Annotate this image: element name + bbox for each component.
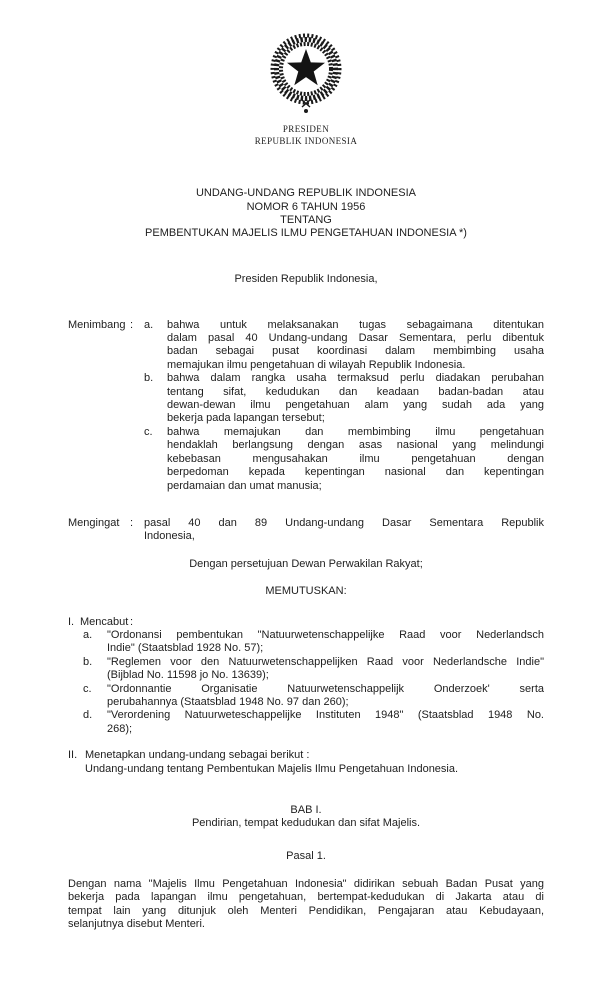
menetapkan-roman-marker: II.: [68, 749, 78, 762]
item-text: "Verordening Natuurweteschappelijke Instituten 1948" (Staatsblad 1948 No. 268);: [107, 709, 544, 735]
law-title-line-4: PEMBENTUKAN MAJELIS ILMU PENGETAHUAN INDONESIA *): [145, 227, 467, 240]
item-marker: b.: [144, 372, 154, 385]
menimbang-colon: :: [130, 318, 134, 331]
salutation: Presiden Republik Indonesia,: [234, 273, 378, 286]
menimbang-item-a: [144, 319, 544, 373]
menimbang-item-c: [144, 426, 544, 493]
item-text: bahwa dalam rangka usaha termaksud perlu diadakan perubahan tentang sifat, kedudukan dan keadaan badan-badan atau dewan-dewan ilmu pengetahuan alam yang sudah ada yang bekerja pada lapangan tersebut;: [167, 372, 544, 425]
menimbang-label: Menimbang: [68, 318, 126, 331]
mencabut-item-c: [83, 683, 544, 710]
bab-heading: BAB I.: [290, 804, 322, 816]
item-marker: b.: [83, 655, 93, 668]
item-marker: c.: [83, 682, 92, 695]
mengingat-text: pasal 40 dan 89 Undang-undang Dasar Sementara Republik Indonesia,: [144, 516, 544, 543]
law-title-line-1: UNDANG-UNDANG REPUBLIK INDONESIA: [195, 187, 417, 200]
item-text: bahwa untuk melaksanakan tugas sebagaimana ditentukan dalam pasal 40 Undang-undang Dasar Sementara, perlu dibentuk badan sebagai pusat koordinasi dalam membimbing usaha memajukan ilmu pengetahuan di wilayah Republik Indonesia.: [167, 318, 544, 371]
presiden-label: PRESIDEN: [282, 124, 330, 135]
menimbang-section: [68, 319, 544, 493]
item-marker: a.: [144, 318, 154, 331]
menimbang-item-b: [144, 372, 544, 426]
item-text: "Ordonansi pembentukan "Natuurwetenschappelijke Raad voor Nederlandsch Indie" (Staatsblad 1928 No. 57);: [107, 628, 544, 655]
law-title-line-2: NOMOR 6 TAHUN 1956: [246, 200, 366, 213]
chapter-heading-block: [68, 804, 544, 830]
item-text: bahwa memajukan dan membimbing ilmu pengetahuan hendaklah berlangsung dengan asas nasional yang melindungi kebebasan mengusahakan ilmu pengetahuan dengan berpedoman kepada kepentingan nasional dan kepentingan perdamaian dan umat manusia;: [167, 425, 544, 492]
document-header: [0, 0, 612, 147]
mencabut-label: Mencabut: [80, 615, 129, 628]
mencabut-colon: :: [130, 615, 134, 628]
mencabut-section: [68, 616, 544, 737]
memutuskan-heading: MEMUTUSKAN:: [265, 585, 347, 598]
mengingat-section: [68, 517, 544, 544]
item-marker: a.: [83, 628, 93, 641]
item-text: "Ordonnantie Organisatie Natuurwetenschappelijk Onderzoek' serta perubahannya (Staatsblad 1948 No. 97 dan 260);: [107, 682, 544, 708]
law-title-line-3: TENTANG: [280, 213, 332, 226]
bab-subheading: Pendirian, tempat kedudukan dan sifat Majelis.: [191, 817, 421, 830]
menetapkan-section: [68, 749, 544, 776]
republik-indonesia-label: REPUBLIK INDONESIA: [254, 135, 358, 146]
mengingat-label: Mengingat: [68, 516, 120, 529]
item-marker: c.: [144, 425, 153, 438]
menetapkan-line-1: Menetapkan undang-undang sebagai berikut :: [85, 749, 310, 762]
item-text: "Reglemen voor den Natuurwetenschappelijken Raad voor Nederlandsche Indie" (Bijblad No. 11598 jo No. 13639);: [107, 655, 544, 682]
mencabut-roman-marker: I.: [68, 615, 75, 628]
mencabut-item-a: [83, 629, 544, 656]
item-marker: d.: [83, 709, 93, 722]
law-title: [68, 187, 544, 240]
menetapkan-line-2: Undang-undang tentang Pembentukan Majelis Ilmu Pengetahuan Indonesia.: [85, 762, 459, 775]
pasal-body-text: Dengan nama "Majelis Ilmu Pengetahuan Indonesia" didirikan sebuah Badan Pusat yang bekerja pada lapangan ilmu pengetahuan, bertempat-kedudukan di Jakarta atau di tempat lain yang ditunjuk oleh Menteri Pendidikan, Pengajaran atau Kebudayaan, selanjutnya disebut Menteri.: [68, 877, 544, 931]
mengingat-colon: :: [130, 516, 134, 529]
pasal-heading: Pasal 1.: [286, 850, 326, 863]
mencabut-item-d: [83, 709, 544, 736]
approval-line: Dengan persetujuan Dewan Perwakilan Rakyat;: [189, 557, 423, 570]
star-icon: [287, 49, 325, 85]
star-wreath-emblem-icon: [267, 30, 345, 118]
mencabut-item-b: [83, 656, 544, 683]
